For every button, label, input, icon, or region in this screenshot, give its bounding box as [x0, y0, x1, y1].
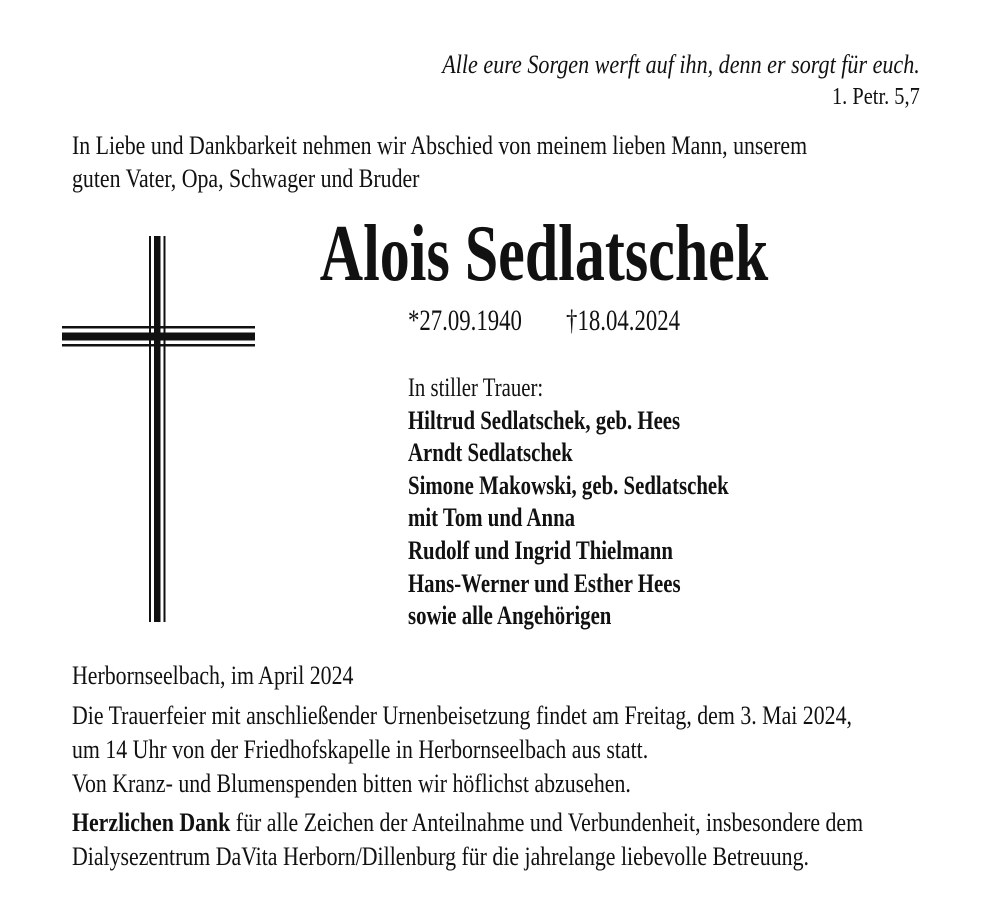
mourner-name: Hiltrud Sedlatschek, geb. Hees: [408, 405, 681, 435]
funeral-info-line: um 14 Uhr von der Friedhofskapelle in Herbornseelbach aus statt.: [72, 735, 649, 764]
dateline: Herbornseelbach, im April 2024: [72, 661, 354, 690]
intro-paragraph: [72, 129, 807, 195]
birth-date: *27.09.1940: [407, 304, 522, 337]
deceased-header: [158, 210, 930, 337]
funeral-info-paragraph: [72, 699, 863, 767]
mourner-name: Simone Makowski, geb. Sedlatschek: [408, 470, 729, 500]
mourner-name: mit Tom und Anna: [408, 503, 576, 533]
mourner-name: Hans-Werner und Esther Hees: [408, 568, 681, 598]
death-date: †18.04.2024: [566, 304, 681, 337]
intro-line: guten Vater, Opa, Schwager und Bruder: [72, 164, 420, 193]
mourners-list: [408, 372, 729, 633]
thanks-line-rest: für alle Zeichen der Anteilnahme und Verbundenheit, insbesondere dem: [230, 808, 864, 837]
thanks-line: Dialysezentrum DaVita Herborn/Dillenburg für die jahrelange liebevolle Betreuung.: [72, 842, 809, 871]
funeral-info-line: Die Trauerfeier mit anschließender Urnenbeisetzung findet am Freitag, dem 3. Mai 2024,: [72, 701, 852, 730]
flowers-note: Von Kranz- und Blumenspenden bitten wir höflichst abzusehen.: [72, 769, 631, 798]
footer-block: [72, 659, 863, 874]
bible-quote-source: 1. Petr. 5,7: [832, 84, 920, 110]
thanks-bold-prefix: Herzlichen Dank: [72, 808, 231, 837]
bible-quote-block: [442, 50, 920, 111]
mourner-name: Rudolf und Ingrid Thielmann: [408, 535, 673, 565]
mourners-heading: In stiller Trauer:: [408, 373, 544, 402]
bible-quote-text: Alle eure Sorgen werft auf ihn, denn er sorgt für euch.: [442, 50, 920, 79]
thanks-paragraph: [72, 806, 863, 874]
deceased-name: Alois Sedlatschek: [319, 210, 769, 298]
flowers-note-paragraph: [72, 767, 863, 801]
life-dates: [251, 306, 838, 336]
thanks-line: [72, 806, 863, 840]
mourner-name: sowie alle Angehörigen: [408, 601, 612, 631]
mourner-name: Arndt Sedlatschek: [408, 438, 573, 468]
intro-line: In Liebe und Dankbarkeit nehmen wir Abschied von meinem lieben Mann, unserem: [72, 131, 808, 160]
